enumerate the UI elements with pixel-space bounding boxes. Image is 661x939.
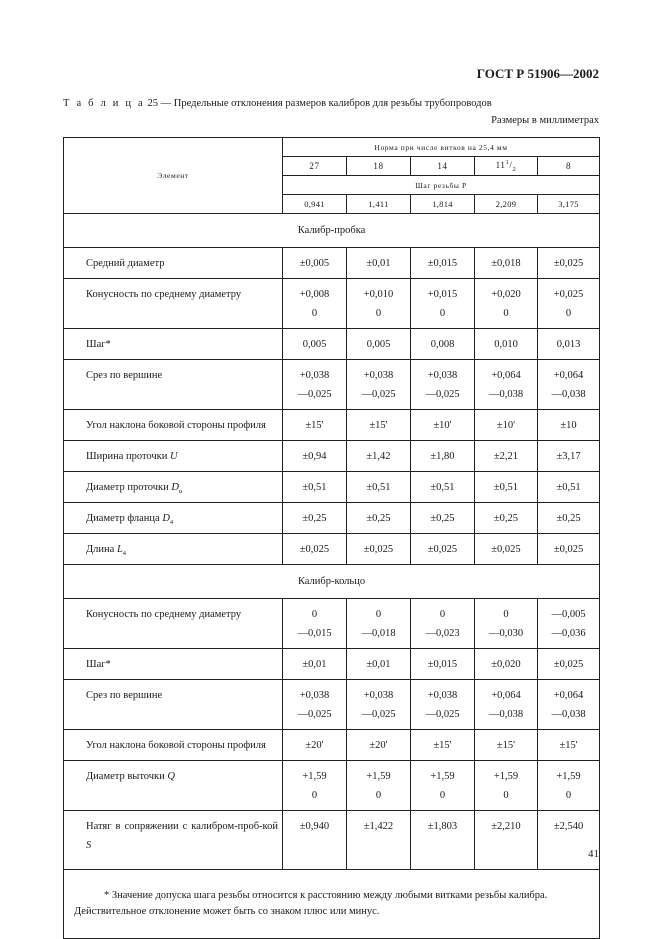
value-line: 0,008 bbox=[430, 339, 455, 350]
value-cell bbox=[538, 811, 600, 870]
pitch-value: 3,175 bbox=[538, 195, 600, 214]
tpi-cell bbox=[283, 157, 347, 176]
row-label-cell bbox=[64, 599, 283, 649]
value-cell bbox=[411, 503, 475, 534]
value-cell bbox=[283, 534, 347, 565]
value-cell bbox=[283, 410, 347, 441]
tpi-cell bbox=[347, 157, 411, 176]
table-row bbox=[64, 599, 600, 649]
value-cell bbox=[475, 680, 538, 730]
pitch-value: 2,209 bbox=[475, 195, 538, 214]
row-label: Конусность по среднему диаметру bbox=[86, 609, 242, 620]
value-line: +0,064 bbox=[553, 690, 584, 701]
value-cell bbox=[475, 503, 538, 534]
table-row bbox=[64, 649, 600, 680]
value-cell bbox=[411, 534, 475, 565]
value-line: 0 bbox=[439, 790, 446, 801]
row-label-cell bbox=[64, 649, 283, 680]
value-line: —0,015 bbox=[297, 628, 332, 639]
row-label-cell bbox=[64, 279, 283, 329]
value-cell bbox=[475, 730, 538, 761]
value-line: —0,025 bbox=[425, 389, 460, 400]
value-line: —0,025 bbox=[361, 389, 396, 400]
row-symbol: D bbox=[171, 482, 179, 493]
row-label: Срез по вершине bbox=[86, 690, 163, 701]
value-line: ±0,005 bbox=[299, 258, 330, 269]
row-label: Натяг в сопряжении с калибром-проб-кой bbox=[86, 821, 278, 832]
value-line: 0 bbox=[503, 308, 509, 319]
value-cell bbox=[538, 680, 600, 730]
value-cell bbox=[475, 649, 538, 680]
pitch-header: Шаг резьбы P bbox=[283, 176, 600, 195]
value-cell bbox=[475, 761, 538, 811]
row-label-cell bbox=[64, 761, 283, 811]
value-cell bbox=[538, 534, 600, 565]
page-number: 41 bbox=[588, 848, 599, 860]
value-line: ±0,020 bbox=[491, 659, 521, 670]
value-line: +0,038 bbox=[299, 690, 330, 701]
pitch-value: 1,411 bbox=[347, 195, 411, 214]
value-line: ±20' bbox=[305, 740, 324, 751]
value-line: +0,020 bbox=[491, 289, 521, 300]
value-cell bbox=[283, 680, 347, 730]
value-cell bbox=[475, 441, 538, 472]
value-line: ±15' bbox=[433, 740, 452, 751]
row-symbol: L bbox=[116, 544, 123, 555]
value-cell bbox=[538, 360, 600, 410]
value-line: ±1,803 bbox=[427, 821, 458, 832]
row-label: Диаметр фланца bbox=[86, 513, 160, 524]
value-line: ±20' bbox=[369, 740, 388, 751]
value-line: ±0,940 bbox=[299, 821, 330, 832]
row-label-cell bbox=[64, 410, 283, 441]
value-line: ±0,94 bbox=[302, 451, 327, 462]
value-line: ±0,01 bbox=[366, 258, 391, 269]
value-line: +0,015 bbox=[427, 289, 458, 300]
table-row bbox=[64, 441, 600, 472]
value-line: 0,013 bbox=[556, 339, 581, 350]
value-line: ±0,25 bbox=[302, 513, 327, 524]
tpi-value: 18 bbox=[373, 161, 384, 171]
value-line: —0,005 bbox=[551, 609, 586, 620]
value-cell bbox=[538, 503, 600, 534]
value-cell bbox=[347, 680, 411, 730]
value-line: ±0,25 bbox=[366, 513, 391, 524]
value-line: —0,023 bbox=[425, 628, 460, 639]
value-line: +1,59 bbox=[366, 771, 391, 782]
row-label-cell bbox=[64, 730, 283, 761]
value-cell bbox=[283, 599, 347, 649]
tpi-sub: 2 bbox=[512, 165, 517, 173]
tpi-cell bbox=[475, 157, 538, 176]
value-cell bbox=[538, 649, 600, 680]
value-cell bbox=[347, 360, 411, 410]
row-symbol: D bbox=[162, 513, 170, 524]
tpi-slash: / bbox=[509, 160, 513, 171]
footnote bbox=[64, 870, 600, 939]
value-cell bbox=[347, 248, 411, 279]
value-line: +0,038 bbox=[427, 690, 458, 701]
caption-title: — Предельные отклонения размеров калибров для резьбы трубопроводов bbox=[160, 98, 492, 109]
row-label-cell bbox=[64, 441, 283, 472]
value-line: +0,010 bbox=[363, 289, 394, 300]
section-title: Калибр-пробка bbox=[64, 214, 600, 248]
table-row bbox=[64, 329, 600, 360]
value-line: +0,008 bbox=[299, 289, 330, 300]
value-cell bbox=[538, 761, 600, 811]
value-line: ±2,210 bbox=[491, 821, 521, 832]
value-line: ±1,422 bbox=[363, 821, 394, 832]
value-line: 0 bbox=[375, 609, 382, 620]
table-row bbox=[64, 410, 600, 441]
value-line: ±0,25 bbox=[493, 513, 519, 524]
value-line: 0 bbox=[311, 609, 318, 620]
value-line: ±0,025 bbox=[427, 544, 458, 555]
value-line: —0,025 bbox=[297, 389, 332, 400]
value-cell bbox=[475, 329, 538, 360]
value-cell bbox=[283, 441, 347, 472]
value-line: +0,038 bbox=[363, 690, 394, 701]
value-cell bbox=[283, 329, 347, 360]
value-cell bbox=[475, 599, 538, 649]
value-cell bbox=[347, 503, 411, 534]
tpi-value: 14 bbox=[437, 161, 448, 171]
value-line: ±0,25 bbox=[430, 513, 455, 524]
value-line: ±0,51 bbox=[366, 482, 391, 493]
value-line: ±0,025 bbox=[491, 544, 521, 555]
value-line: ±0,51 bbox=[493, 482, 519, 493]
tpi-cell bbox=[411, 157, 475, 176]
row-label: Диаметр проточки bbox=[86, 482, 169, 493]
value-cell bbox=[411, 329, 475, 360]
table-row bbox=[64, 279, 600, 329]
value-line: 0 bbox=[311, 790, 318, 801]
value-line: +0,064 bbox=[491, 370, 521, 381]
row-label-cell bbox=[64, 472, 283, 503]
row-label: Ширина проточки bbox=[86, 451, 168, 462]
value-line: ±0,51 bbox=[556, 482, 581, 493]
value-line: ±0,01 bbox=[302, 659, 327, 670]
value-line: ±0,25 bbox=[556, 513, 581, 524]
value-line: ±2,540 bbox=[553, 821, 584, 832]
row-label: Шаг* bbox=[86, 659, 111, 670]
value-line: ±1,42 bbox=[366, 451, 391, 462]
row-symbol: S bbox=[86, 840, 92, 851]
row-label-cell bbox=[64, 811, 283, 870]
value-cell bbox=[411, 472, 475, 503]
value-cell bbox=[475, 360, 538, 410]
table-row bbox=[64, 503, 600, 534]
value-line: +0,064 bbox=[553, 370, 584, 381]
row-label-cell bbox=[64, 680, 283, 730]
row-label-cell bbox=[64, 248, 283, 279]
caption-label: Т а б л и ц а bbox=[63, 98, 145, 109]
row-label-cell bbox=[64, 534, 283, 565]
row-label: Диаметр выточки bbox=[86, 771, 165, 782]
value-line: +1,59 bbox=[493, 771, 519, 782]
value-line: 0 bbox=[503, 609, 509, 620]
value-cell bbox=[538, 441, 600, 472]
value-line: —0,038 bbox=[551, 389, 586, 400]
value-line: 0,005 bbox=[366, 339, 391, 350]
footnote-line-2: Действительное отклонение может быть со знаком плюс или минус. bbox=[74, 906, 380, 917]
row-label-cell bbox=[64, 360, 283, 410]
value-line: ±15' bbox=[496, 740, 516, 751]
value-line: —0,038 bbox=[488, 389, 524, 400]
value-line: 0 bbox=[375, 308, 382, 319]
value-line: —0,025 bbox=[425, 709, 460, 720]
value-cell bbox=[411, 811, 475, 870]
value-line: ±1,80 bbox=[430, 451, 455, 462]
value-line: +0,038 bbox=[363, 370, 394, 381]
element-header: Элемент bbox=[64, 138, 283, 214]
value-cell bbox=[475, 472, 538, 503]
value-cell bbox=[411, 360, 475, 410]
value-line: 0 bbox=[439, 308, 446, 319]
value-line: 0 bbox=[565, 790, 572, 801]
value-line: ±0,015 bbox=[427, 659, 458, 670]
value-cell bbox=[475, 410, 538, 441]
pitch-value: 0,941 bbox=[283, 195, 347, 214]
value-cell bbox=[347, 329, 411, 360]
value-cell bbox=[538, 279, 600, 329]
value-cell bbox=[411, 279, 475, 329]
row-label: Конусность по среднему диаметру bbox=[86, 289, 242, 300]
tpi-value: 11 bbox=[495, 160, 506, 171]
value-line: —0,038 bbox=[488, 709, 524, 720]
tpi-value: 8 bbox=[565, 161, 572, 171]
value-cell bbox=[283, 279, 347, 329]
value-line: ±0,015 bbox=[427, 258, 458, 269]
value-line: 0,005 bbox=[302, 339, 327, 350]
value-line: ±0,025 bbox=[553, 258, 584, 269]
row-label: Угол наклона боковой стороны профиля bbox=[86, 740, 266, 751]
value-line: —0,036 bbox=[551, 628, 586, 639]
value-cell bbox=[347, 279, 411, 329]
value-line: +0,025 bbox=[553, 289, 584, 300]
norm-header: Норма при числе витков на 25,4 мм bbox=[283, 138, 600, 157]
tolerance-table bbox=[63, 137, 600, 939]
value-line: ±10' bbox=[496, 420, 516, 431]
value-cell bbox=[475, 248, 538, 279]
value-cell bbox=[347, 811, 411, 870]
value-cell bbox=[347, 761, 411, 811]
value-line: 0 bbox=[375, 790, 382, 801]
table-row bbox=[64, 472, 600, 503]
table-row bbox=[64, 248, 600, 279]
tpi-cell bbox=[538, 157, 600, 176]
row-label-cell bbox=[64, 503, 283, 534]
value-line: —0,025 bbox=[361, 709, 396, 720]
value-cell bbox=[283, 248, 347, 279]
pitch-value: 1,814 bbox=[411, 195, 475, 214]
value-cell bbox=[283, 761, 347, 811]
value-line: +1,59 bbox=[302, 771, 327, 782]
value-line: +0,064 bbox=[491, 690, 521, 701]
value-cell bbox=[411, 410, 475, 441]
value-line: 0 bbox=[311, 308, 318, 319]
value-cell bbox=[411, 761, 475, 811]
table-row bbox=[64, 761, 600, 811]
caption-number: 25 bbox=[147, 98, 159, 109]
value-cell bbox=[347, 441, 411, 472]
value-cell bbox=[538, 730, 600, 761]
row-label: Срез по вершине bbox=[86, 370, 163, 381]
row-symbol-sub: 4 bbox=[122, 550, 127, 558]
units-note: Размеры в миллиметрах bbox=[491, 115, 599, 126]
value-line: —0,038 bbox=[551, 709, 586, 720]
row-label: Угол наклона боковой стороны профиля bbox=[86, 420, 266, 431]
value-line: ±15' bbox=[559, 740, 578, 751]
footnote-line-1: * Значение допуска шага резьбы относится к расстоянию между любыми витками резьбы калибра. bbox=[104, 890, 548, 901]
row-symbol-sub: u bbox=[178, 488, 183, 496]
value-cell bbox=[283, 649, 347, 680]
section-title: Калибр-кольцо bbox=[64, 565, 600, 599]
value-line: 0 bbox=[565, 308, 572, 319]
value-line: ±0,01 bbox=[366, 659, 391, 670]
value-line: ±10 bbox=[560, 420, 577, 431]
value-cell bbox=[475, 534, 538, 565]
row-label: Шаг* bbox=[86, 339, 111, 350]
value-line: —0,018 bbox=[361, 628, 396, 639]
value-line: ±2,21 bbox=[493, 451, 519, 462]
value-line: ±3,17 bbox=[556, 451, 581, 462]
table-row bbox=[64, 680, 600, 730]
value-cell bbox=[347, 599, 411, 649]
value-line: +1,59 bbox=[430, 771, 455, 782]
value-cell bbox=[411, 248, 475, 279]
value-line: ±0,025 bbox=[553, 544, 584, 555]
value-line: ±0,018 bbox=[491, 258, 521, 269]
value-line: ±0,025 bbox=[553, 659, 584, 670]
value-cell bbox=[411, 649, 475, 680]
row-symbol: Q bbox=[167, 771, 175, 782]
value-cell bbox=[538, 472, 600, 503]
value-cell bbox=[347, 472, 411, 503]
value-line: ±0,51 bbox=[430, 482, 455, 493]
value-cell bbox=[347, 410, 411, 441]
value-line: +1,59 bbox=[556, 771, 581, 782]
value-line: —0,025 bbox=[297, 709, 332, 720]
table-caption bbox=[63, 98, 492, 109]
value-cell bbox=[411, 599, 475, 649]
value-cell bbox=[347, 649, 411, 680]
value-line: —0,030 bbox=[488, 628, 524, 639]
value-cell bbox=[475, 811, 538, 870]
value-cell bbox=[538, 599, 600, 649]
table-row bbox=[64, 730, 600, 761]
value-line: +0,038 bbox=[299, 370, 330, 381]
value-line: ±10' bbox=[433, 420, 452, 431]
value-cell bbox=[538, 248, 600, 279]
value-line: ±15' bbox=[369, 420, 388, 431]
table-row bbox=[64, 811, 600, 870]
value-cell bbox=[475, 279, 538, 329]
value-cell bbox=[283, 472, 347, 503]
value-line: 0,010 bbox=[494, 339, 518, 350]
table-row bbox=[64, 534, 600, 565]
tpi-sup: 1 bbox=[505, 159, 510, 167]
value-cell bbox=[347, 534, 411, 565]
row-symbol-sub: 4 bbox=[169, 519, 174, 527]
value-cell bbox=[283, 811, 347, 870]
row-label-cell bbox=[64, 329, 283, 360]
value-cell bbox=[411, 441, 475, 472]
value-line: ±0,025 bbox=[363, 544, 394, 555]
value-line: +0,038 bbox=[427, 370, 458, 381]
value-cell bbox=[411, 680, 475, 730]
value-line: 0 bbox=[439, 609, 446, 620]
value-cell bbox=[283, 503, 347, 534]
document-code: ГОСТ Р 51906—2002 bbox=[476, 66, 599, 81]
value-cell bbox=[347, 730, 411, 761]
value-line: 0 bbox=[503, 790, 509, 801]
row-label: Средний диаметр bbox=[86, 258, 165, 269]
value-line: ±0,51 bbox=[302, 482, 327, 493]
value-cell bbox=[538, 329, 600, 360]
value-line: ±0,025 bbox=[299, 544, 330, 555]
table-row bbox=[64, 360, 600, 410]
value-line: ±15' bbox=[305, 420, 324, 431]
tpi-value: 27 bbox=[309, 161, 320, 171]
row-label: Длина bbox=[86, 544, 115, 555]
value-cell bbox=[283, 360, 347, 410]
row-symbol: U bbox=[170, 451, 178, 462]
value-cell bbox=[538, 410, 600, 441]
value-cell bbox=[411, 730, 475, 761]
value-cell bbox=[283, 730, 347, 761]
